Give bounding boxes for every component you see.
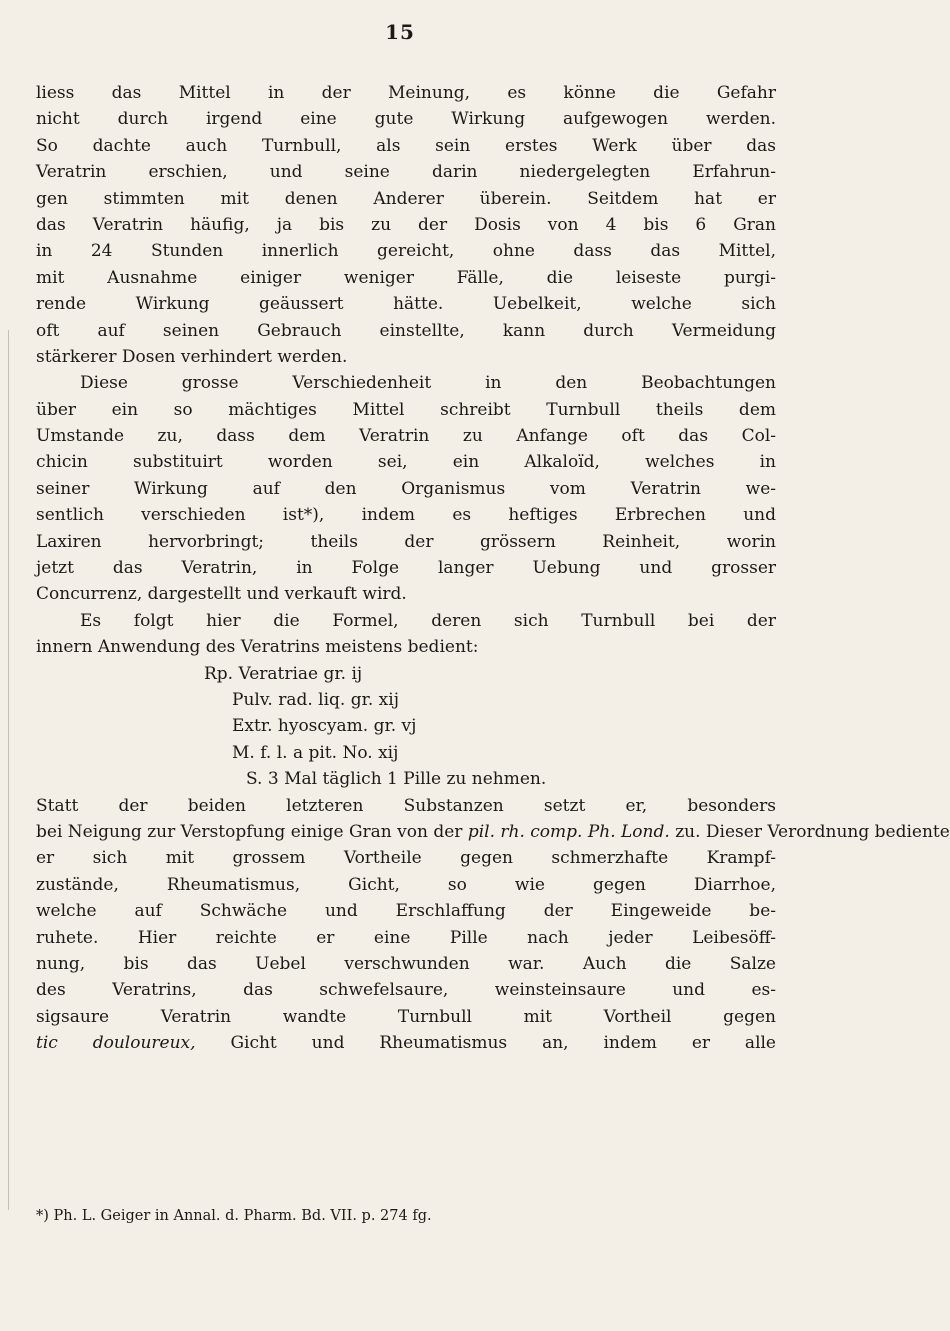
text-line: sigsaure Veratrin wandte Turnbull mit Vortheil gegen (36, 1006, 776, 1027)
text-line: Concurrenz, dargestellt und verkauft wird. (36, 584, 407, 605)
italic-term: tic douloureux, (36, 1033, 196, 1054)
prescription-line: Pulv. rad. liq. gr. xij (232, 689, 399, 710)
body-text (36, 80, 950, 1056)
text-line: Es folgt hier die Formel, deren sich Turnbull bei der (80, 610, 776, 631)
text-line: Laxiren hervorbringt; theils der grössern Reinheit, worin (36, 531, 776, 552)
text-line: welche auf Schwäche und Erschlaffung der Eingeweide be- (36, 901, 776, 922)
text-line: Umstande zu, dass dem Veratrin zu Anfange oft das Col- (36, 426, 776, 447)
text-line: seiner Wirkung auf den Organismus vom Veratrin we- (36, 478, 776, 499)
text-line (36, 1030, 776, 1056)
text-line: in 24 Stunden innerlich gereicht, ohne dass das Mittel, (36, 241, 776, 262)
text-line: jetzt das Veratrin, in Folge langer Uebung und grosser (36, 558, 776, 579)
text-line: So dachte auch Turnbull, als sein erstes Werk über das (36, 135, 776, 156)
text-line: oft auf seinen Gebrauch einstellte, kann durch Vermeidung (36, 320, 776, 341)
prescription-line: S. 3 Mal täglich 1 Pille zu nehmen. (246, 769, 547, 790)
text-line: chicin substituirt worden sei, ein Alkaloïd, welches in (36, 452, 776, 473)
text-line: mit Ausnahme einiger weniger Fälle, die leiseste purgi- (36, 267, 776, 288)
text-line: er sich mit grossem Vortheile gegen schmerzhafte Krampf- (36, 848, 776, 869)
page-number: 15 (385, 20, 415, 44)
text-segment: bei Neigung zur Verstopfung einige Gran von der (36, 821, 463, 842)
text-segment: zu. Dieser Verordnung bediente (675, 821, 950, 842)
text-line: nicht durch irgend eine gute Wirkung aufgewogen werden. (36, 109, 776, 130)
text-line: rende Wirkung geäussert hätte. Uebelkeit, welche sich (36, 294, 776, 315)
prescription-line: Rp. Veratriae gr. ij (204, 663, 363, 684)
text-line: sentlich verschieden ist*), indem es heftiges Erbrechen und (36, 505, 776, 526)
page-edge-shadow (8, 330, 9, 1210)
text-line: zustände, Rheumatismus, Gicht, so wie gegen Diarrhoe, (36, 874, 776, 895)
text-line: innern Anwendung des Veratrins meistens bedient: (36, 637, 479, 658)
text-line: liess das Mittel in der Meinung, es könne die Gefahr (36, 83, 776, 103)
text-line: ruhete. Hier reichte er eine Pille nach jeder Leibesöff- (36, 927, 776, 948)
text-line: Veratrin erschien, und seine darin niedergelegten Erfahrun- (36, 162, 776, 183)
italic-term: pil. rh. comp. Ph. Lond. (467, 821, 670, 842)
text-line (36, 819, 950, 845)
text-line: über ein so mächtiges Mittel schreibt Turnbull theils dem (36, 399, 776, 420)
text-segment: Gicht und Rheumatismus an, indem er alle (230, 1033, 776, 1054)
text-line: stärkerer Dosen verhindert werden. (36, 346, 348, 367)
text-line: gen stimmten mit denen Anderer überein. Seitdem hat er (36, 188, 776, 209)
text-line: Statt der beiden letzteren Substanzen setzt er, besonders (36, 795, 776, 816)
text-line: das Veratrin häufig, ja bis zu der Dosis von 4 bis 6 Gran (36, 214, 776, 235)
prescription-line: M. f. l. a pit. No. xij (232, 742, 399, 763)
text-line: nung, bis das Uebel verschwunden war. Auch die Salze (36, 953, 776, 974)
text-line: des Veratrins, das schwefelsaure, weinsteinsaure und es- (36, 980, 776, 1001)
text-line: Diese grosse Verschiedenheit in den Beobachtungen (80, 373, 776, 394)
prescription-line: Extr. hyoscyam. gr. vj (232, 716, 417, 737)
footnote: *) Ph. L. Geiger in Annal. d. Pharm. Bd. VII. p. 274 fg. (36, 1208, 432, 1224)
